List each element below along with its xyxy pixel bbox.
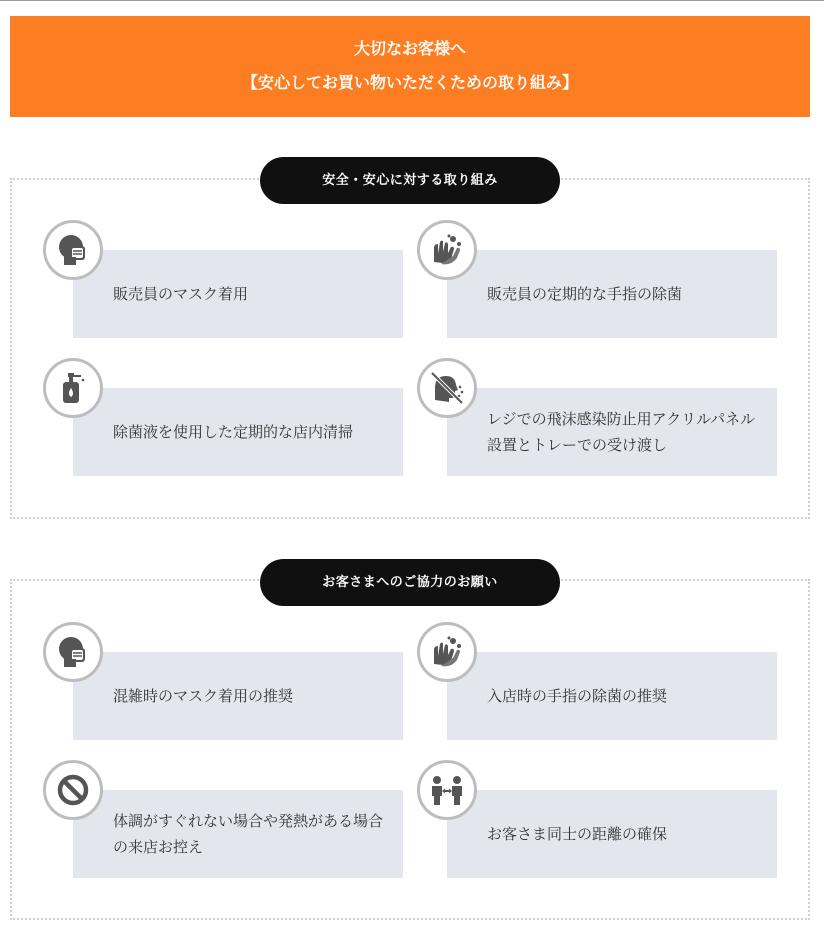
measure-label: レジでの飛沫感染防止用アクリルパネル設置とトレーでの受け渡し bbox=[487, 410, 756, 454]
request-card-hand-sanitize bbox=[447, 652, 777, 740]
request-label: 混雑時のマスク着用の推奨 bbox=[113, 687, 294, 705]
top-divider bbox=[0, 0, 824, 1]
social-distance-icon bbox=[417, 760, 477, 820]
measure-label: 除菌液を使用した定期的な店内清掃 bbox=[113, 423, 354, 441]
request-card-stay-home bbox=[73, 790, 403, 878]
measure-label: 販売員のマスク着用 bbox=[113, 285, 249, 303]
handwash-icon bbox=[417, 220, 477, 280]
request-label: お客さま同士の距離の確保 bbox=[487, 825, 668, 843]
sanitizer-icon bbox=[43, 358, 103, 418]
measure-card-staff-mask bbox=[73, 250, 403, 338]
request-label: 入店時の手指の除菌の推奨 bbox=[487, 687, 668, 705]
mask-icon bbox=[43, 622, 103, 682]
request-card-distance bbox=[447, 790, 777, 878]
measure-label: 販売員の定期的な手指の除菌 bbox=[487, 285, 683, 303]
safety-measures-heading: 安全・安心に対する取り組み bbox=[260, 157, 560, 204]
mask-icon bbox=[43, 220, 103, 280]
measure-card-acrylic-panel bbox=[447, 388, 777, 476]
request-label: 体調がすぐれない場合や発熱がある場合の来店お控え bbox=[113, 812, 384, 856]
measure-card-store-cleaning bbox=[73, 388, 403, 476]
banner-greeting: 大切なお客様へ bbox=[353, 39, 466, 58]
prohibited-icon bbox=[43, 760, 103, 820]
customer-requests-heading: お客さまへのご協力のお願い bbox=[260, 559, 560, 606]
request-card-mask bbox=[73, 652, 403, 740]
measure-card-staff-hand-sanitize bbox=[447, 250, 777, 338]
no-sneeze-icon bbox=[417, 358, 477, 418]
notice-banner bbox=[10, 16, 810, 117]
handwash-icon bbox=[417, 622, 477, 682]
banner-title: 【安心してお買い物いただくための取り組み】 bbox=[241, 73, 578, 92]
